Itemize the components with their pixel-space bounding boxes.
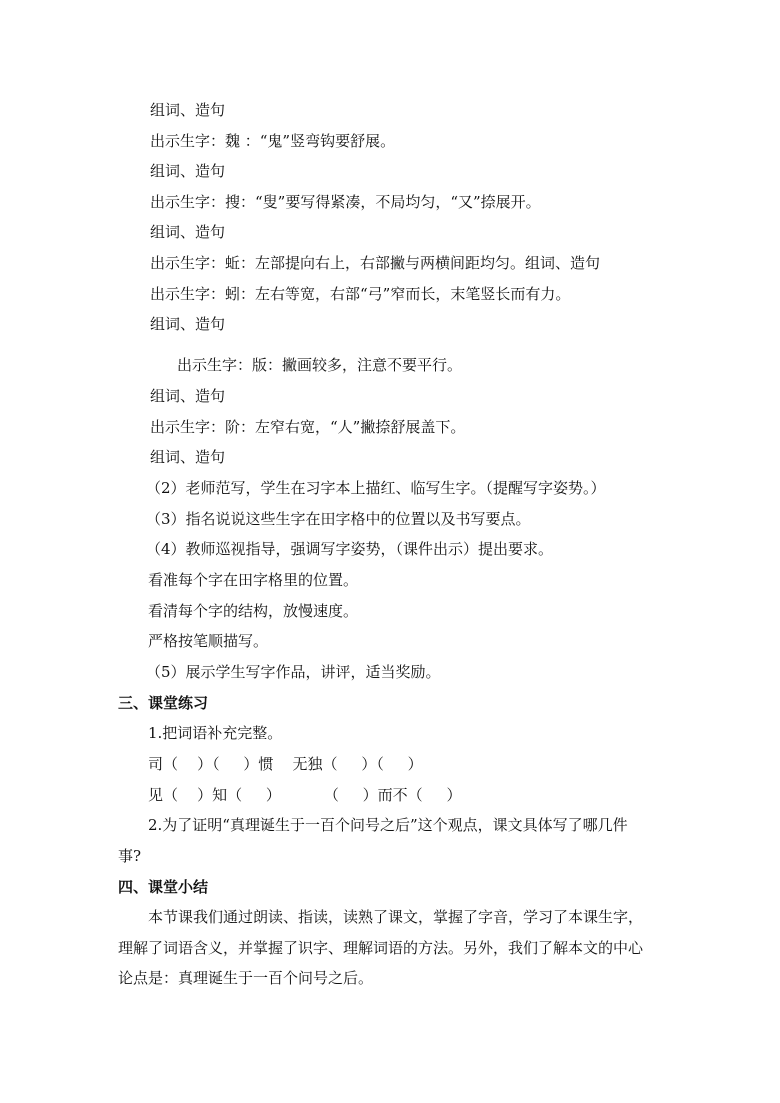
text-line: 出示生字：魏 ：“鬼”竖弯钩要舒展。	[150, 132, 396, 150]
text-line: 1.把词语补充完整。	[148, 724, 283, 742]
section-heading: 三、课堂练习	[118, 694, 209, 712]
text-line: 组词、造句	[150, 315, 226, 333]
text-line: 出示生字：蚓：左右等宽，右部“弓”窄而长，末笔竖长而有力。	[150, 285, 571, 303]
text-line: 出示生字：阶：左窄右宽，“人”撇捺舒展盖下。	[150, 418, 466, 436]
text-line: 2.为了证明“真理诞生于一百个问号之后”这个观点，课文具体写了哪几件	[148, 816, 628, 834]
text-line: 理解了词语含义，并掌握了识字、理解词语的方法。另外，我们了解本文的中心	[118, 939, 644, 957]
text-line: 组词、造句	[150, 162, 226, 180]
text-line: 看准每个字在田字格里的位置。	[148, 571, 359, 589]
text-line: 看清每个字的结构，放慢速度。	[148, 602, 359, 620]
text-line: （5）展示学生写字作品，讲评，适当奖励。	[146, 663, 441, 681]
text-line: 出示生字：蚯：左部提向右上，右部撇与两横间距均匀。组词、造句	[150, 254, 601, 272]
text-line: 本节课我们通过朗读、指读，读熟了课文，掌握了字音，学习了本课生字，	[148, 908, 644, 926]
text-line: 事?	[118, 847, 142, 865]
text-line: 司（ ）（ ）惯 无独（ ）（ ）	[148, 755, 423, 773]
section-heading: 四、课堂小结	[118, 878, 209, 896]
text-line: （3）指名说说这些生字在田字格中的位置以及书写要点。	[146, 510, 531, 528]
text-line: 组词、造句	[150, 448, 226, 466]
text-line: 组词、造句	[150, 387, 226, 405]
text-line: 出示生字：搜：“叟”要写得紧凑，不局均匀，“又”捺展开。	[150, 193, 541, 211]
text-line: 论点是：真理诞生于一百个问号之后。	[118, 969, 374, 987]
text-line: （4）教师巡视指导，强调写字姿势，（课件出示）提出要求。	[146, 540, 554, 558]
text-line: 组词、造句	[150, 101, 226, 119]
text-line: 见（ ）知（ ） （ ）而不（ ）	[148, 786, 462, 804]
text-line: （2）老师范写，学生在习字本上描红、临写生字。（提醒写字姿势。）	[146, 479, 606, 497]
text-line: 严格按笔顺描写。	[148, 632, 269, 650]
text-line: 组词、造句	[150, 223, 226, 241]
text-line: 出示生字：版：撇画较多，注意不要平行。	[177, 356, 463, 374]
